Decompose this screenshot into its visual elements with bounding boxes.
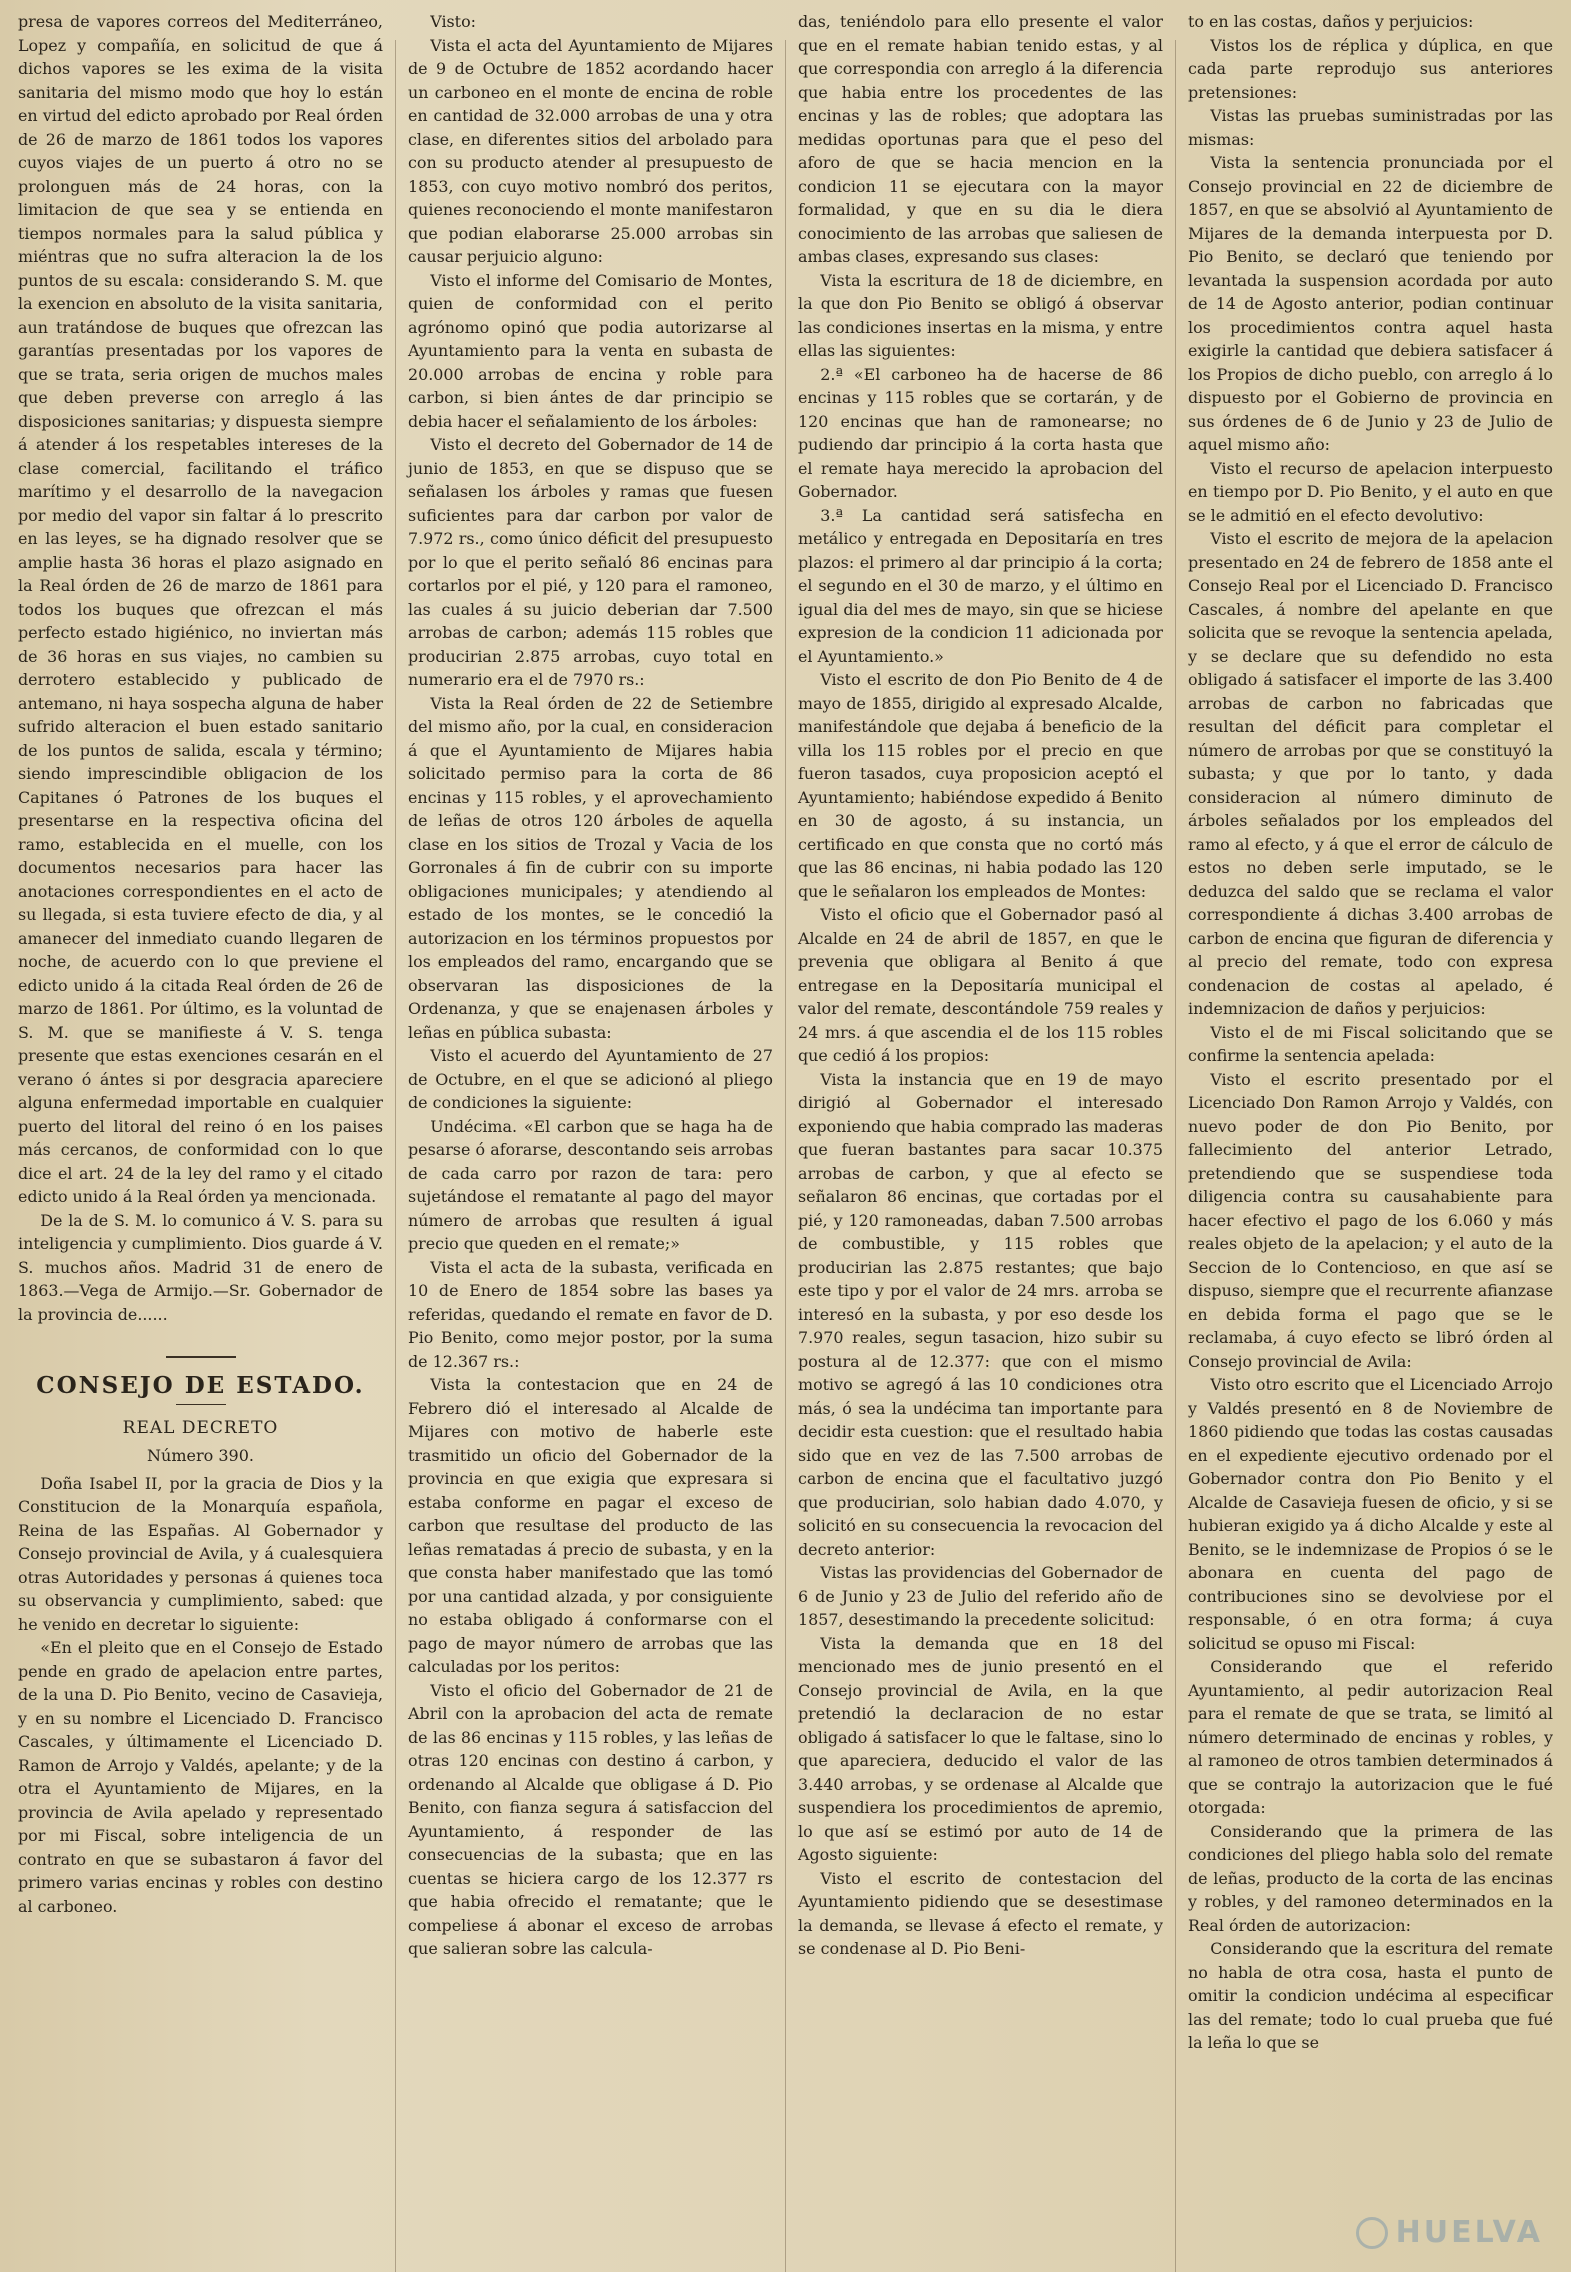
paragraph: Vista el acta de la subasta, verificada en 10 de Enero de 1854 sobre las bases ya referidas, quedando el remate en favor de D. Pio Benito, como mejor postor, por la suma de 12.367 rs.: <box>408 1257 773 1371</box>
column-divider <box>1175 40 1176 2272</box>
paragraph: «En el pleito que en el Consejo de Estado pende en grado de apelacion entre partes, de la una D. Pio Benito, vecino de Casavieja, y en su nombre el Licenciado D. Francisco Cascales, y últimamente el Licenciado D. Ramon de Arrojo y Valdés, apelante; y de la otra el Ayuntamiento de Mijares, en la provincia de Avila apelado y representado por mi Fiscal, sobre inteligencia de un contrato en que se subastaron á favor del primero varias encinas y robles con destino al carboneo. <box>18 1638 383 1916</box>
paragraph: Considerando que el referido Ayuntamiento, al pedir autorizacion Real para el remate de que se trata, se limitó al número determinado de encinas y robles, y al ramoneo de otros tambien determinados á que se contrajo la autorizacion que le fué otorgada: <box>1188 1657 1553 1817</box>
paragraph: Vistos los de réplica y dúplica, en que cada parte reprodujo sus anteriores pretensiones: <box>1188 35 1553 102</box>
paragraph: Visto el de mi Fiscal solicitando que se confirme la sentencia apelada: <box>1188 1022 1553 1065</box>
paragraph: Vista la escritura de 18 de diciembre, en la que don Pio Benito se obligó á observar las condiciones insertas en la misma, y entre ellas las siguientes: <box>798 270 1163 360</box>
section-rule <box>166 1356 236 1358</box>
paragraph: Visto el oficio del Gobernador de 21 de Abril con la aprobacion del acta de remate de las 86 encinas y 115 robles, y las leñas de otras 120 encinas con destino á carbon, y ordenando al Alcalde que obligase á D. Pio Benito, con fianza segura á satisfaccion del Ayuntamiento, á responder de las consecuencias de la subasta; que en las cuentas se hiciera cargo de los 12.377 rs que habia ofrecido el rematante; que le compeliese á abonar el exceso de arrobas que salieran sobre las calcula- <box>408 1680 773 1958</box>
paragraph: De la de S. M. lo comunico á V. S. para su inteligencia y cumplimiento. Dios guarde á V. S. muchos años. Madrid 31 de enero de 1863.—Vega de Armijo.—Sr. Gobernador de la provincia de...... <box>18 1210 383 1324</box>
paragraph: Vistas las pruebas suministradas por las mismas: <box>1188 106 1553 149</box>
seal-icon <box>1356 2217 1388 2249</box>
paragraph: Vista la sentencia pronunciada por el Consejo provincial en 22 de diciembre de 1857, en que se absolvió al Ayuntamiento de Mijares de la demanda interpuesta por D. Pio Benito, se declaró que teniendo por levantada la suspension acordada por auto de 14 de Agosto anterior, podian continuar los procedimientos contra aquel hasta exigirle la cantidad que debiera satisfacer á los Propios de dicho pueblo, con arreglo á lo dispuesto por el Gobierno de provincia en sus órdenes de 6 de Junio y 23 de Julio de aquel mismo año: <box>1188 153 1553 454</box>
paragraph: Vista la demanda que en 18 del mencionado mes de junio presentó en el Consejo provincial de Avila, en la que pretendió la declaracion de no estar obligado á satisfacer lo que le faltase, sino lo que apareciera, deducido el valor de las 3.440 arrobas, y se ordenase al Alcalde que suspendiera los procedimientos de apremio, lo que así se estimó por auto de 14 de Agosto siguiente: <box>798 1633 1163 1864</box>
paragraph: Vista el acta del Ayuntamiento de Mijares de 9 de Octubre de 1852 acordando hacer un carboneo en el monte de encina de roble en cantidad de 32.000 arrobas de una y otra clase, en diferentes sitios del arbolado para con su producto atender al presupuesto de 1853, con cuyo motivo nombró dos peritos, quienes reconociendo el monte manifestaron que podian elaborarse 25.000 arrobas sin causar perjuicio alguno: <box>408 35 773 266</box>
paragraph: Visto el decreto del Gobernador de 14 de junio de 1853, en que se dispuso que se señalasen los árboles y ramas que fuesen suficientes para dar carbon por valor de 7.972 rs., como único déficit del presupuesto por lo que el perito señaló 86 encinas para cortarlos por el pié, y 120 para el ramoneo, las cuales á su juicio deberian dar 7.500 arrobas de carbon; además 115 robles que producirian 2.875 arrobas, cuyo total en numerario era el de 7970 rs.: <box>408 435 773 689</box>
section-heading: CONSEJO DE ESTADO. <box>36 1372 365 1399</box>
decree-number: Número 390. <box>147 1446 254 1465</box>
paragraph: Visto el oficio que el Gobernador pasó al Alcalde en 24 de abril de 1857, en que le prevenia que obligara al Benito á que entregase en la Depositaría municipal el valor del remate, descontándole 759 reales y 24 mrs. á que ascendia el de los 115 robles que cedió á los propios: <box>798 905 1163 1065</box>
paragraph: presa de vapores correos del Mediterráneo, Lopez y compañía, en solicitud de que á dichos vapores se les exima de la visita sanitaria del mismo modo que hoy lo están en virtud del edicto aprobado por Real órden de 26 de marzo de 1861 todos los vapores cuyos viajes de un puerto á otro no se prolonguen más de 24 horas, con la limitacion de que sea y se entienda en tiempos normales para la salud pública y miéntras que no sufra alteracion la de los puntos de su escala: considerando S. M. que la exencion en absoluto de la visita sanitaria, aun tratándose de buques que ofrezcan las garantías presentadas por los vapores de que se trata, seria origen de muchos males que deben preverse con arreglo á las disposiciones sanitarias; y dispuesta siempre á atender á los respetables intereses de la clase comercial, facilitando el tráfico marítimo y el desarrollo de la navegacion por medio del vapor sin faltar á lo prescrito en las leyes, se ha dignado resolver que se amplie hasta 36 horas el plazo asignado en la Real órden de 26 de marzo de 1861 para todos los buques que ofrezcan el más perfecto estado higiénico, no inviertan más de 36 horas en sus viajes, no cambien su derrotero establecido y publicado de antemano, ni haya sospecha alguna de haber sufrido alteracion el buen estado sanitario de los puntos de salida, escala y término; siendo imprescindible obligacion de los Capitanes ó Patrones de los buques el presentarse en la respectiva oficina del ramo, establecida en el muelle, con los documentos necesarios para hacer las anotaciones correspondientes en el acto de su llegada, si esta tuviere efecto de dia, y al amanecer del inmediato cuando llegaren de noche, de acuerdo con lo que previene el edicto unido á la citada Real órden de 26 de marzo de 1861. Por último, es la voluntad de S. M. que se manifieste á V. S. tenga presente que estas exenciones cesarán en el verano ó ántes si por desgracia apareciere alguna enfermedad importable en cualquier puerto del litoral del reino ó en los paises más cercanos, de conformidad con lo que dice el art. 24 de la ley del ramo y el citado edicto unido á la Real órden ya mencionada. <box>18 12 383 1206</box>
paragraph: Visto el escrito de mejora de la apelacion presentado en 24 de febrero de 1858 ante el Consejo Real por el Licenciado D. Francisco Cascales, á nombre del apelante en que solicita que se revoque la sentencia apelada, y se declare que su defendido no esta obligado á satisfacer el importe de las 3.400 arrobas de carbon no fabricadas que resultan del déficit para completar el número de arrobas por que se constituyó la subasta; y que por lo tanto, y dada consideracion al número diminuto de árboles señalados por los empleados del ramo al efecto, y á que el error de cálculo de estos no deben serle imputado, se le deduzca del saldo que se reclama el valor correspondiente á dichas 3.400 arrobas de carbon de encina que figuran de diferencia y al precio del remate, todo con expresa condenacion de costas al apelado, é indemnizacion de daños y perjuicios: <box>1188 529 1553 1018</box>
paragraph: 3.ª La cantidad será satisfecha en metálico y entregada en Depositaría en tres plazos: el primero al dar principio á la corta; el segundo en el 30 de marzo, y el último en igual dia del mes de mayo, sin que se hiciese expresion de la condicion 11 adicionada por el Ayuntamiento.» <box>798 505 1163 666</box>
paragraph: Visto el escrito de don Pio Benito de 4 de mayo de 1855, dirigido al expresado Alcalde, manifestándole que dejaba á beneficio de la villa los 115 robles por el precio en que fueron tasados, cuya proposicion aceptó el Ayuntamiento; habiéndose expedido á Benito en 30 de agosto, á su instancia, un certificado en que consta que no cortó más que las 86 encinas, ni habia podado las 120 que le señalaron los empleados de Montes: <box>798 670 1163 901</box>
watermark-text: HUELVA <box>1395 2215 1543 2250</box>
paragraph: Vista la Real órden de 22 de Setiembre del mismo año, por la cual, en consideracion á que el Ayuntamiento de Mijares habia solicitado permiso para la corta de 86 encinas y 115 robles, y el aprovechamiento de leñas de otros 120 árboles de aquella clase en los sitios de Trozal y Vacia de los Gorronales á fin de cubrir con su importe obligaciones municipales; y atendiendo al estado de los montes, se le concedió la autorizacion en los términos propuestos por los empleados del ramo, encargando que se observaran las disposiciones de la Ordenanza, y que se enajenasen árboles y leñas en pública subasta: <box>408 693 773 1042</box>
paragraph: Visto otro escrito que el Licenciado Arrojo y Valdés presentó en 8 de Noviembre de 1860 pidiendo que todas las costas causadas en el expediente ejecutivo ordenado por el Gobernador contra don Pio Benito y el Alcalde de Casavieja fuesen de oficio, y si se hubieran exigido ya á dicho Alcalde y este al Benito, se le indemnizase de Propios ó se le abonara en cuenta del pago de contribuciones sino se devolviese por el responsable, ó en otra forma; á cuya solicitud se opuso mi Fiscal: <box>1188 1375 1553 1653</box>
paragraph: Visto el acuerdo del Ayuntamiento de 27 de Octubre, en el que se adicionó al pliego de condiciones la siguiente: <box>408 1046 773 1112</box>
paragraph: Visto el recurso de apelacion interpuesto en tiempo por D. Pio Benito, y el auto en que se le admitió en el efecto devolutivo: <box>1188 458 1553 525</box>
paragraph: Vistas las providencias del Gobernador de 6 de Junio y 23 de Julio del referido año de 1857, desestimando la precedente solicitud: <box>798 1563 1163 1629</box>
column-1 <box>14 10 387 2272</box>
column-divider <box>395 40 396 2272</box>
column-4 <box>1184 10 1557 2272</box>
column-2 <box>404 10 777 2272</box>
paragraph: Considerando que la escritura del remate no habla de otra cosa, hasta el punto de omitir la condicion undécima al especificar las del remate; todo lo cual prueba que fué la leña lo que se <box>1188 1939 1553 2052</box>
paragraph: Vista la instancia que en 19 de mayo dirigió al Gobernador el interesado exponiendo que habia comprado las maderas que fueran bastantes para sacar 10.375 arrobas de carbon, y que al efecto se señalaron 86 encinas, que cortadas por el pié, y 120 ramoneadas, daban 7.500 arrobas de combustible, y 115 robles que producirian las 2.875 restantes; que bajo este tipo y por el valor de 24 mrs. arroba se interesó en la subasta, y por eso desde los 7.970 reales, segun tasacion, hizo subir su postura al de 12.377: que con el mismo motivo se agregó á las 10 condiciones otra más, ó sea la undécima tan importante para decidir esta cuestion: que el resultado habia sido que en vez de las 7.500 arrobas de carbon de encina que el facultativo juzgó que producirian, solo habian dado 4.070, y solicitó en su consecuencia la revocacion del decreto anterior: <box>798 1069 1163 1559</box>
section-rule <box>176 1404 226 1405</box>
paragraph: Vista la contestacion que en 24 de Febrero dió el interesado al Alcalde de Mijares con motivo de haberle este trasmitido un oficio del Gobernador de la provincia en que exigia que expresara si estaba conforme en pagar el exceso de carbon que resultase del producto de las leñas rematadas á precio de subasta, y en la que consta haber manifestado que las tomó por una cantidad alzada, y por consiguiente no estaba obligado á conformarse con el pago de mayor número de arrobas que las calculadas por los peritos: <box>408 1375 773 1676</box>
paragraph: Visto: <box>430 12 476 31</box>
paragraph: Considerando que la primera de las condiciones del pliego habla solo del remate de leñas, producto de la corta de las encinas y robles, y del ramoneo determinados en la Real órden de autorizacion: <box>1188 1821 1553 1935</box>
paragraph: to en las costas, daños y perjuicios: <box>1188 12 1474 31</box>
paragraph: Undécima. «El carbon que se haga ha de pesarse ó aforarse, descontando seis arrobas de cada carro por razon de tara: pero sujetándose el rematante al pago del mayor número de arrobas que resulten á igual precio que queden en el remate;» <box>408 1116 773 1253</box>
archive-watermark <box>1356 2215 1543 2250</box>
paragraph: 2.ª «El carboneo ha de hacerse de 86 encinas y 115 robles que se cortarán, y de 120 encinas que han de ramonearse; no pudiendo dar principio á la corta hasta que el remate haya merecido la aprobacion del Gobernador. <box>798 364 1163 501</box>
section-subheading: REAL DECRETO <box>122 1417 279 1438</box>
paragraph: das, teniéndolo para ello presente el valor que en el remate habian tenido estas, y al que correspondia con arreglo á la diferencia que habia entre los procedentes de las encinas y las de robles; que adoptara las medidas oportunas para que el peso del aforo de que se hacia mencion en la condicion 11 se ejecutara con la mayor formalidad, y que en su dia le diera conocimiento de las arrobas que saliesen de ambas clases, expresando sus clases: <box>798 12 1163 266</box>
paragraph: Visto el escrito presentado por el Licenciado Don Ramon Arrojo y Valdés, con nuevo poder de don Pio Benito, por fallecimiento del anterior Letrado, pretendiendo que se suspendiese toda diligencia contra su causahabiente para hacer efectivo el pago de los 6.060 y más reales objeto de la apelacion; y el auto de la Seccion de lo Contencioso, en que así se dispuso, siempre que el recurrente afianzase en debida forma el pago que se le reclamaba, á cuyo efecto se libró órden al Consejo provincial de Avila: <box>1188 1069 1553 1371</box>
paragraph: Visto el informe del Comisario de Montes, quien de conformidad con el perito agrónomo opinó que podia autorizarse al Ayuntamiento para la venta en subasta de 20.000 arrobas de encina y roble para carbon, si bien ántes de dar principio se debia hacer el señalamiento de los árboles: <box>408 270 773 431</box>
paragraph: Doña Isabel II, por la gracia de Dios y la Constitucion de la Monarquía española, Reina de las Españas. Al Gobernador y Consejo provincial de Avila, y á cualesquiera otras Autoridades y personas á quienes toca su observancia y cumplimiento, sabed: que he venido en decretar lo siguiente: <box>18 1473 383 1634</box>
column-divider <box>785 40 786 2272</box>
paragraph: Visto el escrito de contestacion del Ayuntamiento pidiendo que se desestimase la demanda, se llevase á efecto el remate, y se condenase al D. Pio Beni- <box>798 1868 1163 1958</box>
column-3 <box>794 10 1167 2272</box>
